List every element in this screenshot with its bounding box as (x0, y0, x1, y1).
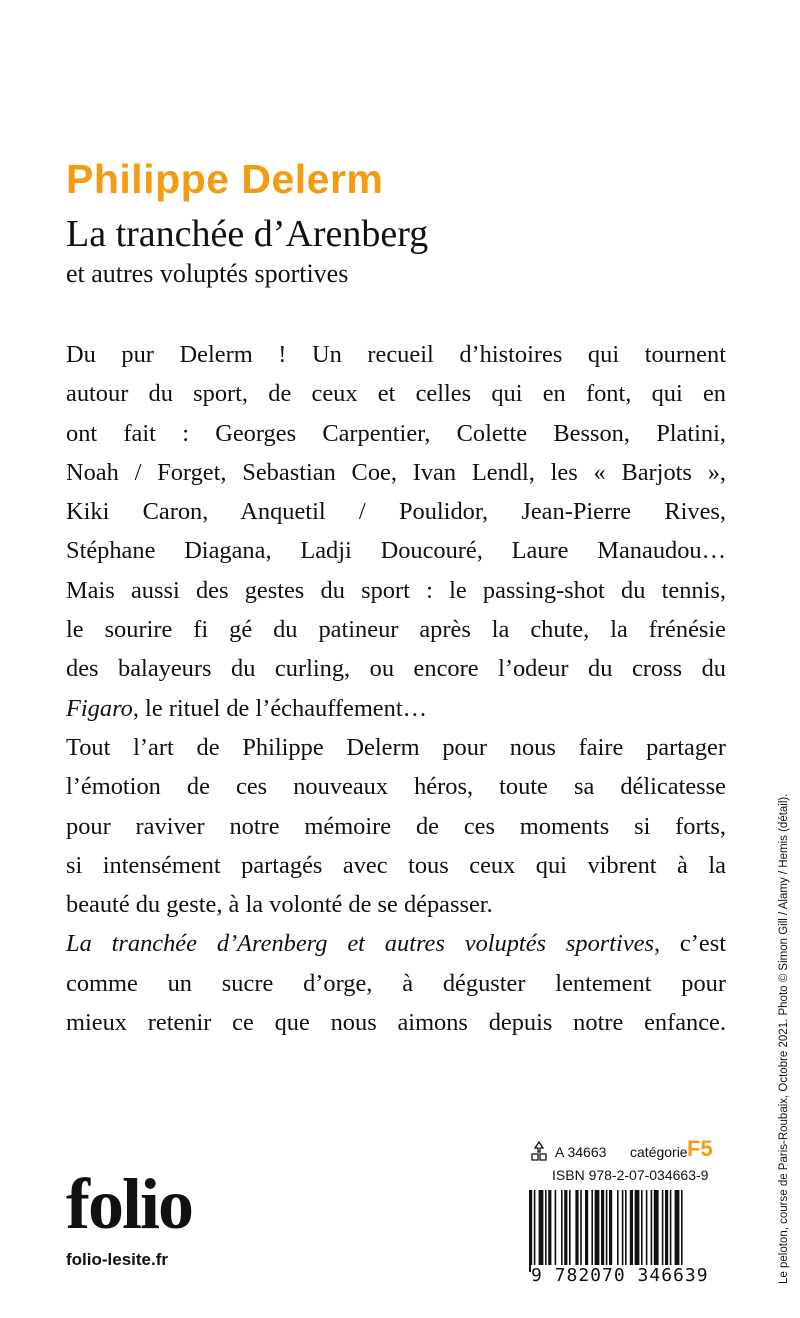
blurb-line: Mais aussi des gestes du sport : le passing-shot du tennis, (66, 576, 726, 604)
barcode-bar (662, 1190, 664, 1272)
blurb-line: des balayeurs du curling, ou encore l’odeur du cross du (66, 655, 726, 683)
barcode-bar (665, 1190, 668, 1272)
blurb-line: Du pur Delerm ! Un recueil d’histoires qui tournent (66, 341, 726, 368)
blurb-line: pour raviver notre mémoire de ces moments si forts, (66, 812, 726, 840)
blurb-italic-title: Figaro (66, 694, 133, 722)
barcode-bar (595, 1190, 600, 1272)
barcode-bar (569, 1190, 571, 1272)
publisher-website: folio-lesite.fr (66, 1250, 169, 1269)
barcode-bar (646, 1190, 648, 1272)
barcode (527, 1190, 727, 1272)
blurb-line: Kiki Caron, Anquetil / Poulidor, Jean-Pierre Rives, (66, 498, 726, 526)
catalog-code: A 34663 (555, 1144, 607, 1160)
folio-logo: folio (66, 1164, 192, 1244)
category-label: catégorie (630, 1144, 688, 1160)
barcode-number: 9 782070 346639 (531, 1265, 727, 1286)
blurb-line: Tout l’art de Philippe Delerm pour nous faire partager (66, 733, 726, 761)
book-subtitle: et autres voluptés sportives (66, 259, 349, 288)
barcode-bar (670, 1190, 672, 1272)
blurb-line: l’émotion de ces nouveaux héros, toute sa délicatesse (66, 773, 726, 801)
barcode-bar (548, 1190, 551, 1272)
recycle-icon (530, 1140, 548, 1162)
barcode-bar (539, 1190, 544, 1272)
blurb-line: Noah / Forget, Sebastian Coe, Ivan Lendl, les « Barjots », (66, 458, 726, 486)
blurb-line: Stéphane Diagana, Ladji Doucouré, Laure Manaudou… (66, 537, 726, 565)
barcode-bar (580, 1190, 582, 1272)
barcode-bar (564, 1190, 567, 1272)
barcode-bar (625, 1190, 627, 1272)
blurb-text: , le rituel de l’échauffement… (132, 694, 427, 722)
blurb-italic-title: La tranchée d’Arenberg et autres voluptés sportives (66, 930, 654, 958)
category-badge: F5 (687, 1136, 713, 1161)
photo-credit: Le peloton, course de Paris-Roubaix, Octobre 2021. Photo © Simon Gill / Alamy / Hemis (détail). (778, 793, 790, 1284)
barcode-bar (585, 1190, 588, 1272)
barcode-bar (617, 1190, 619, 1272)
barcode-bar (545, 1190, 547, 1272)
blurb-line: le sourire fi gé du patineur après la chute, la frénésie (66, 616, 726, 644)
blurb-line (66, 689, 726, 728)
barcode-bar (681, 1190, 683, 1272)
barcode-bar (591, 1190, 593, 1272)
blurb-line: mieux retenir ce que nous aimons depuis notre enfance. (66, 1009, 726, 1037)
blurb-line: comme un sucre d’orge, à déguster lentement pour (66, 969, 726, 997)
barcode-bar (675, 1190, 680, 1272)
blurb-line (66, 924, 726, 963)
book-title: La tranchée d’Arenberg (66, 213, 429, 255)
barcode-bar (575, 1190, 578, 1272)
barcode-bar (609, 1190, 612, 1272)
barcode-bar (635, 1190, 640, 1272)
blurb-line: si intensément partagés avec tous ceux qui vibrent à la (66, 851, 726, 879)
blurb-line: beauté du geste, à la volonté de se dépasser. (66, 891, 493, 919)
barcode-bar (601, 1190, 604, 1272)
barcode-bar (641, 1190, 643, 1272)
barcode-bar (529, 1190, 532, 1272)
barcode-bar (555, 1190, 557, 1272)
blurb-line: autour du sport, de ceux et celles qui en font, qui en (66, 380, 726, 408)
blurb-text: , c’est (653, 930, 726, 958)
barcode-bar (630, 1190, 633, 1272)
author-name: Philippe Delerm (66, 156, 384, 202)
barcode-bar (651, 1190, 653, 1272)
blurb (66, 335, 726, 1042)
barcode-bar (534, 1190, 536, 1272)
barcode-bar (561, 1190, 563, 1272)
isbn: ISBN 978-2-07-034663-9 (552, 1167, 709, 1183)
blurb-line: ont fait : Georges Carpentier, Colette Besson, Platini, (66, 419, 726, 447)
barcode-bar (654, 1190, 659, 1272)
barcode-bar (606, 1190, 608, 1272)
catalog-line (530, 1136, 730, 1168)
barcode-bar (622, 1190, 624, 1272)
